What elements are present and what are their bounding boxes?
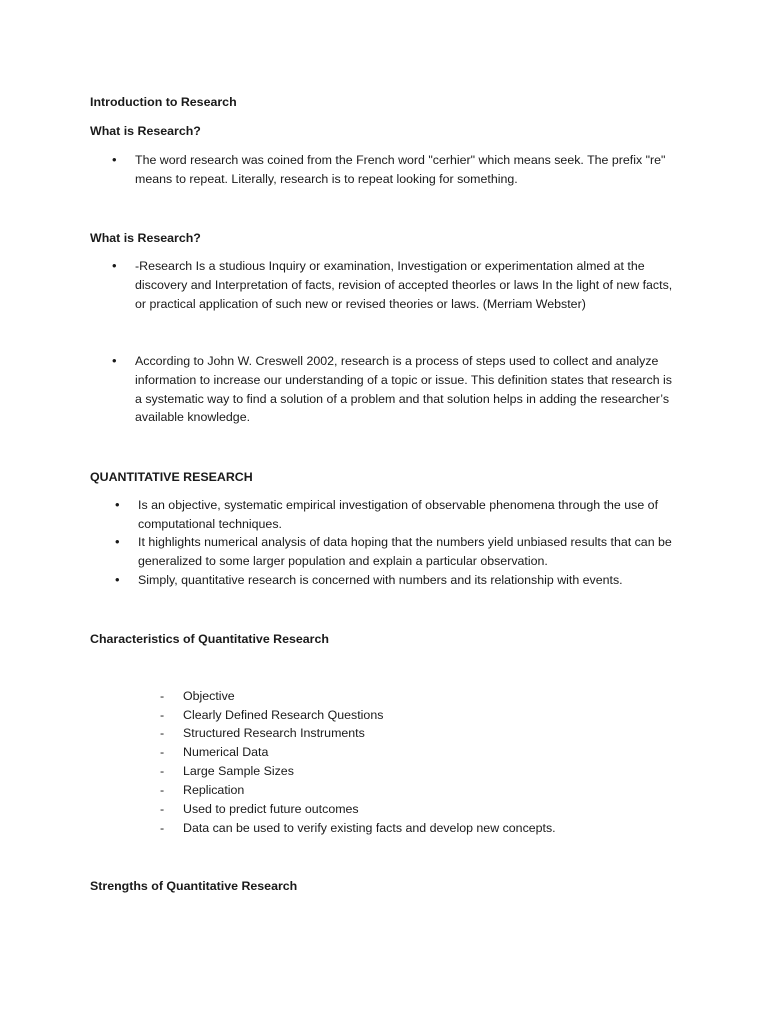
heading-introduction: Introduction to Research <box>90 95 237 109</box>
list-item: Large Sample Sizes <box>183 764 294 778</box>
heading-what-is-research-2: What is Research? <box>90 231 201 245</box>
dash-marker: - <box>160 783 165 797</box>
dash-marker: - <box>160 745 165 759</box>
dash-marker: - <box>160 821 165 835</box>
bullet-icon: • <box>112 353 117 368</box>
paragraph-merriam-webster-definition: -Research Is a studious Inquiry or examination, Investigation or experimentation almed at the discovery and Interpretation of facts, revision of accepted theorles or laws In the light of new facts, or practical application of such new or revised theories or laws. (Merriam Webster) <box>135 259 673 311</box>
list-item: Objective <box>183 689 235 703</box>
dash-marker: - <box>160 802 165 816</box>
dash-marker: - <box>160 708 165 722</box>
bullet-icon: • <box>115 534 120 549</box>
list-item: Data can be used to verify existing facts and develop new concepts. <box>183 821 556 835</box>
heading-what-is-research-1: What is Research? <box>90 124 201 138</box>
list-item: Numerical Data <box>183 745 269 759</box>
dash-marker: - <box>160 764 165 778</box>
list-item: Used to predict future outcomes <box>183 802 359 816</box>
bullet-icon: • <box>112 258 117 273</box>
heading-characteristics: Characteristics of Quantitative Research <box>90 632 329 646</box>
list-item: Clearly Defined Research Questions <box>183 708 384 722</box>
paragraph-numbers-relationship: Simply, quantitative research is concerned with numbers and its relationship with events. <box>138 573 623 587</box>
heading-strengths: Strengths of Quantitative Research <box>90 879 298 893</box>
list-item: Structured Research Instruments <box>183 726 365 740</box>
dash-marker: - <box>160 726 165 740</box>
paragraph-numerical-analysis: It highlights numerical analysis of data hoping that the numbers yield unbiased results that can be generalized to some larger population and explain a particular observation. <box>138 535 672 568</box>
dash-marker: - <box>160 689 165 703</box>
bullet-icon: • <box>115 572 120 587</box>
paragraph-creswell-definition: According to John W. Creswell 2002, research is a process of steps used to collect and analyze information to increase our understanding of a topic or issue. This definition states that research is a systematic way to find a solution of a problem and that solution helps in adding the researcher’s available knowledge. <box>135 354 672 425</box>
paragraph-research-etymology: The word research was coined from the French word "cerhier" which means seek. The prefix "re" means to repeat. Literally, research is to repeat looking for something. <box>135 153 666 186</box>
list-item: Replication <box>183 783 245 797</box>
paragraph-quantitative-definition: Is an objective, systematic empirical investigation of observable phenomena through the use of computational techniques. <box>138 498 659 531</box>
heading-quantitative-research: QUANTITATIVE RESEARCH <box>90 470 253 484</box>
bullet-icon: • <box>112 152 117 167</box>
bullet-icon: • <box>115 497 120 512</box>
